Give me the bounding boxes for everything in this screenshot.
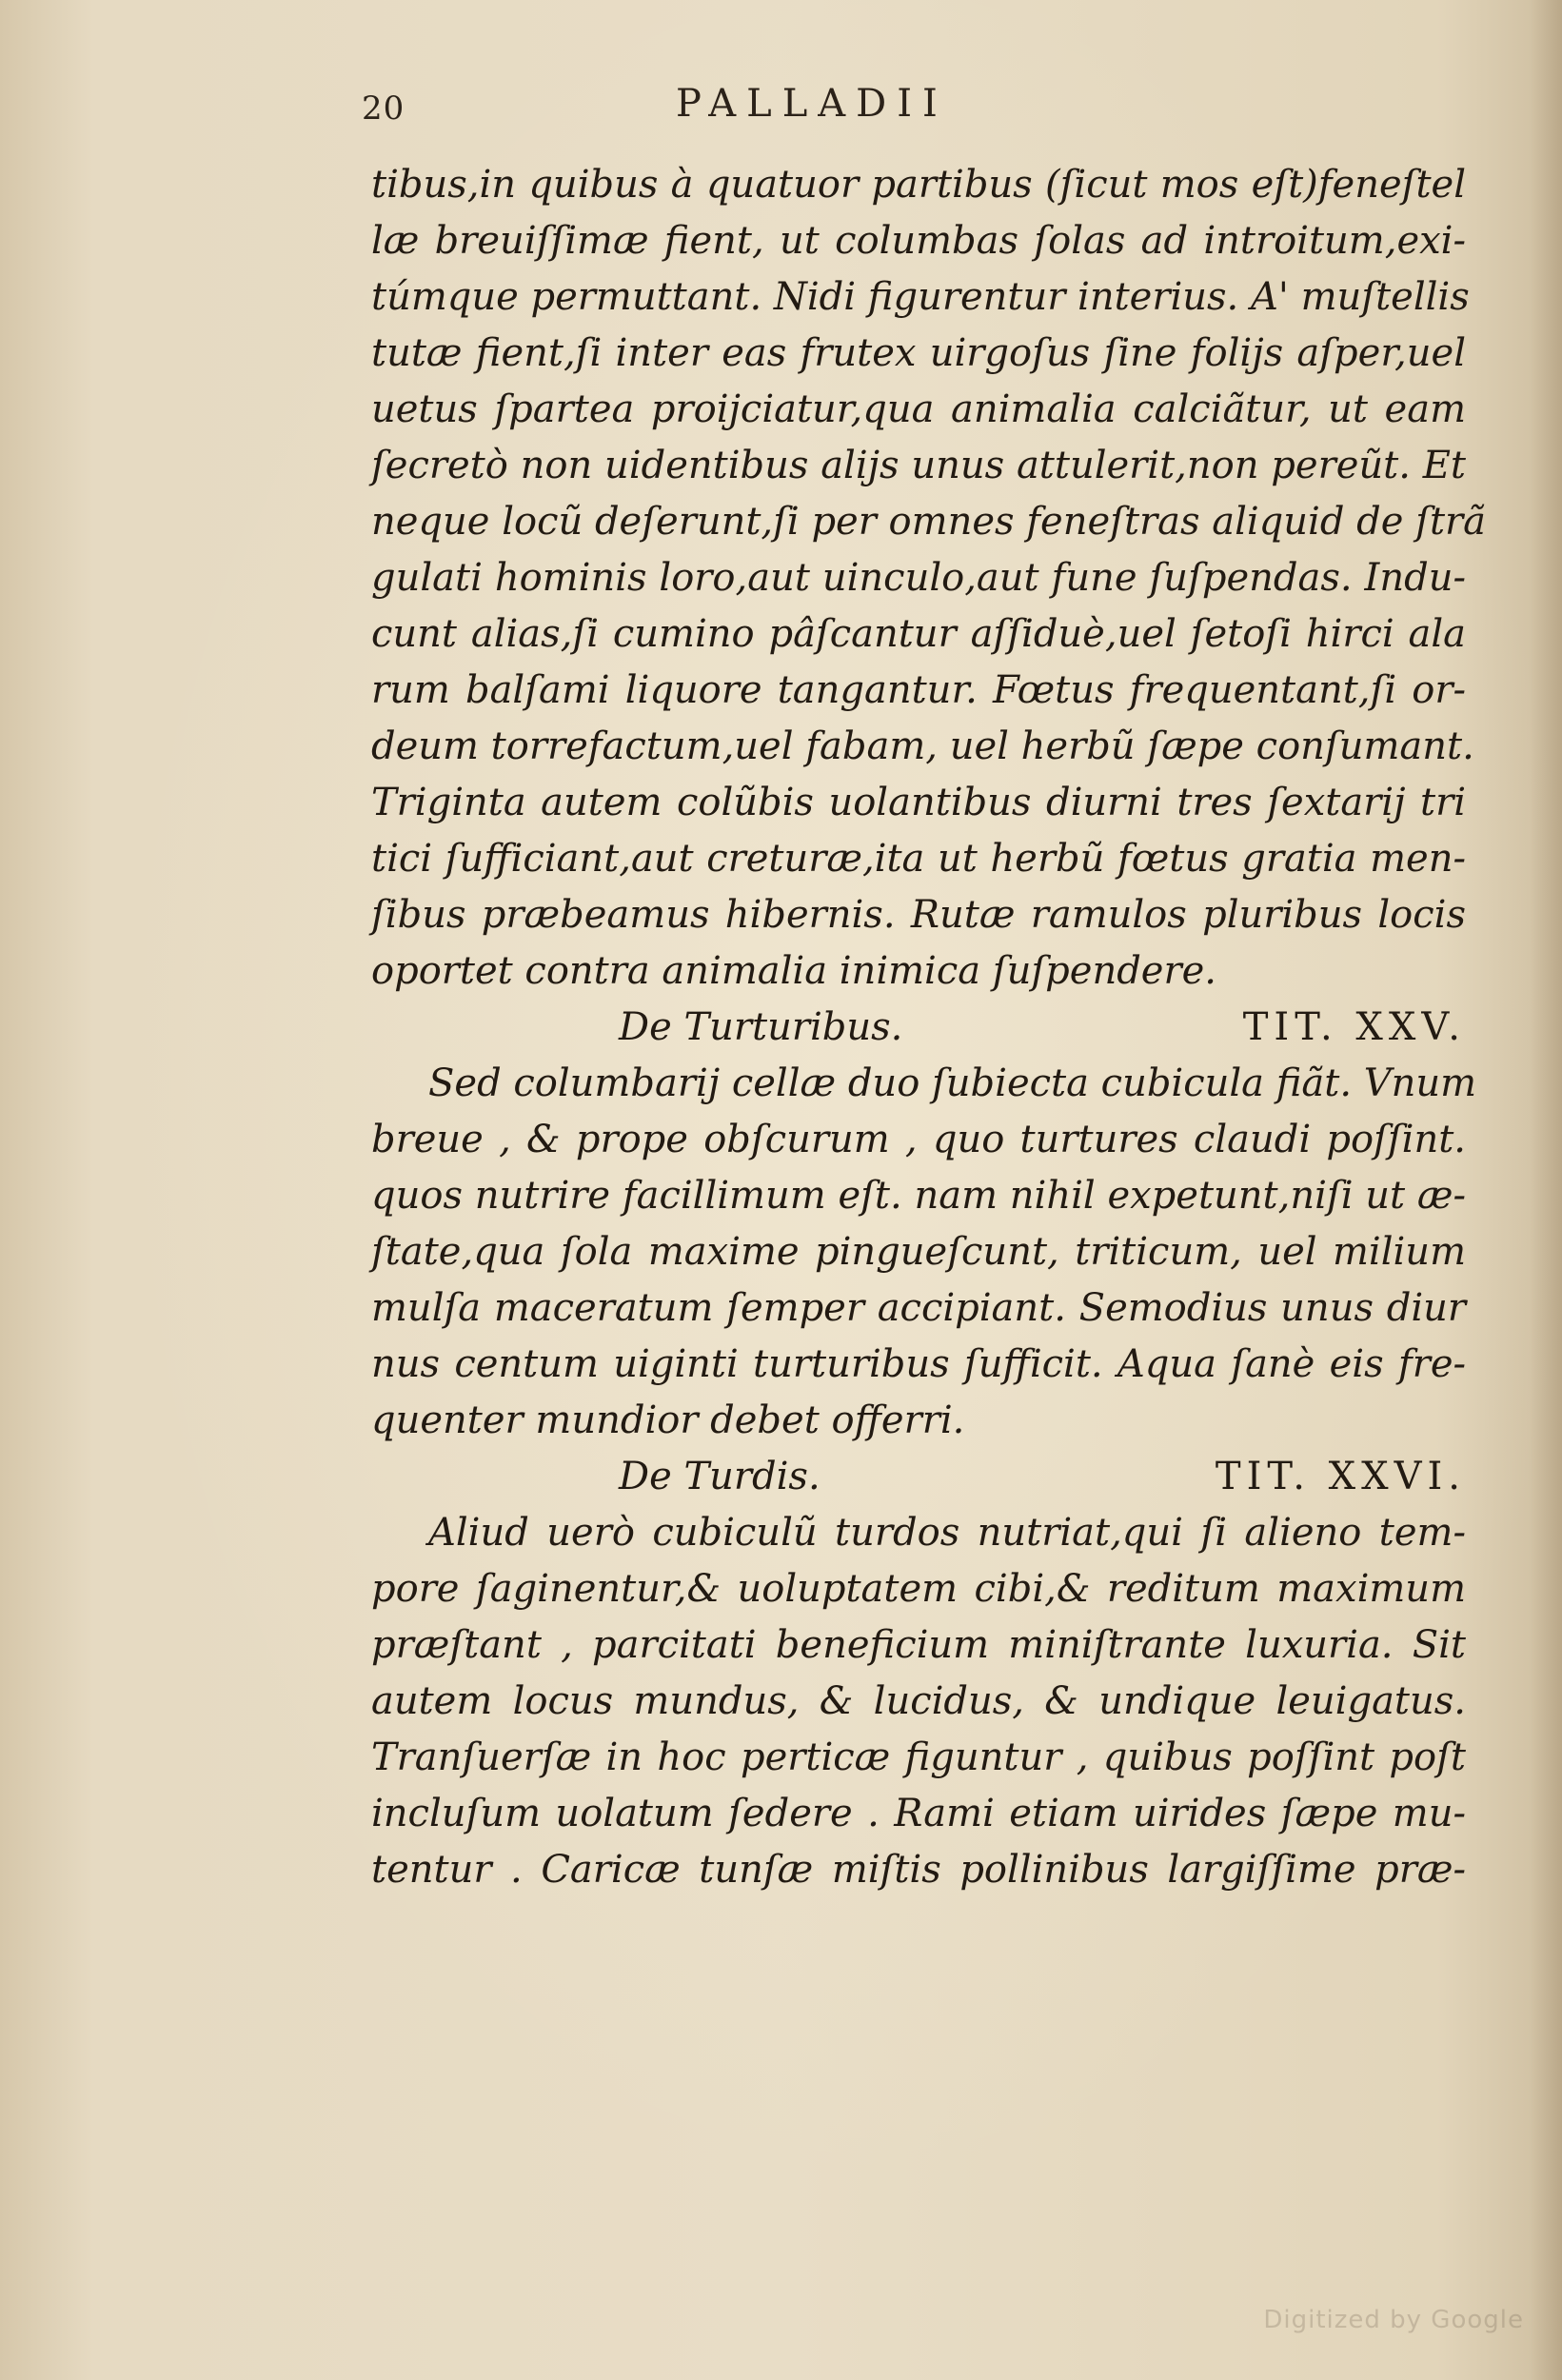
text-line: uetus ſpartea proijciatur,qua animalia calciãtur, ut eam: [371, 387, 1466, 431]
body-text: [371, 157, 1486, 1898]
section-title: De Turturibus.: [619, 1005, 903, 1049]
text-line: ſecretò non uidentibus alijs unus attulerit,non pereũt. Et: [371, 444, 1466, 487]
text-line: oportet contra animalia inimica ſuſpendere.: [371, 949, 1216, 993]
text-line: tici ſufficiant,aut creturæ,ita ut herbũ fœtus gratia men-: [371, 837, 1466, 881]
text-line: tentur . Caricæ tunſæ miſtis pollinibus largiſſime præ-: [371, 1848, 1466, 1892]
text-line: ſibus præbeamus hibernis. Rutæ ramulos pluribus locis: [371, 893, 1466, 937]
text-line: túmque permuttant. Nidi figurentur interius. A' muſtellis: [371, 275, 1470, 319]
text-line: rum balſami liquore tangantur. Fœtus frequentant,ſi or-: [371, 668, 1466, 712]
page-header: [362, 82, 1466, 139]
section-heading-turdis: [371, 1449, 1466, 1505]
watermark: Digitized by Google: [1263, 2306, 1524, 2334]
page-edge-shadow: [1530, 0, 1562, 2380]
section-title: De Turdis.: [619, 1455, 821, 1498]
text-line: neque locũ deſerunt,ſi per omnes feneſtras aliquid de ſtrã: [371, 500, 1486, 544]
text-line: gulati hominis loro,aut uinculo,aut fune ſuſpendas. Indu-: [371, 556, 1466, 600]
text-line: læ breuiſſimæ fient, ut columbas ſolas ad introitum,exi-: [371, 219, 1466, 263]
page-number: 20: [362, 89, 405, 128]
text-line: Tranſuerſæ in hoc perticæ figuntur , quibus poſſint poſt: [371, 1735, 1466, 1779]
text-line: præſtant , parcitati beneficium miniſtrante luxuria. Sit: [371, 1623, 1466, 1667]
text-line: tibus,in quibus à quatuor partibus (ſicut mos eſt)feneſtel: [371, 163, 1466, 207]
text-line: pore ſaginentur,& uoluptatem cibi,& reditum maximum: [371, 1567, 1466, 1611]
running-title: PALLADII: [676, 82, 948, 126]
text-line: Triginta autem colũbis uolantibus diurni tres ſextarij tri: [371, 781, 1466, 824]
text-line: Sed columbarij cellæ duo ſubiecta cubicula fiãt. Vnum: [428, 1061, 1477, 1105]
section-number: TIT. XXVI.: [1215, 1455, 1466, 1498]
text-line: quos nutrire facillimum eſt. nam nihil expetunt,niſi ut æ-: [371, 1174, 1466, 1218]
text-line: cunt alias,ſi cumino pâſcantur aſſiduè,uel ſetoſi hirci ala: [371, 612, 1466, 656]
text-line: nus centum uiginti turturibus ſufficit. Aqua ſanè eis fre-: [371, 1342, 1466, 1386]
text-line: deum torrefactum,uel fabam, uel herbũ ſæpe conſumant.: [371, 724, 1474, 768]
text-line: breue , & prope obſcurum , quo turtures claudi poſſint.: [371, 1118, 1466, 1161]
text-line: Aliud uerò cubiculũ turdos nutriat,qui ſi alieno tem-: [428, 1511, 1466, 1555]
text-line: ſtate,qua ſola maxime pingueſcunt, triticum, uel milium: [371, 1230, 1466, 1274]
text-line: mulſa maceratum ſemper accipiant. Semodius unus diur: [371, 1286, 1466, 1330]
text-line: autem locus mundus, & lucidus, & undique leuigatus.: [371, 1679, 1466, 1723]
section-number: TIT. XXV.: [1242, 1005, 1466, 1049]
text-line: incluſum uolatum ſedere . Rami etiam uirides ſæpe mu-: [371, 1792, 1466, 1835]
text-line: quenter mundior debet offerri.: [371, 1398, 965, 1442]
text-line: tutæ fient,ſi inter eas frutex uirgoſus ſine folijs aſper,uel: [371, 331, 1466, 375]
section-heading-turturibus: [371, 1000, 1466, 1056]
